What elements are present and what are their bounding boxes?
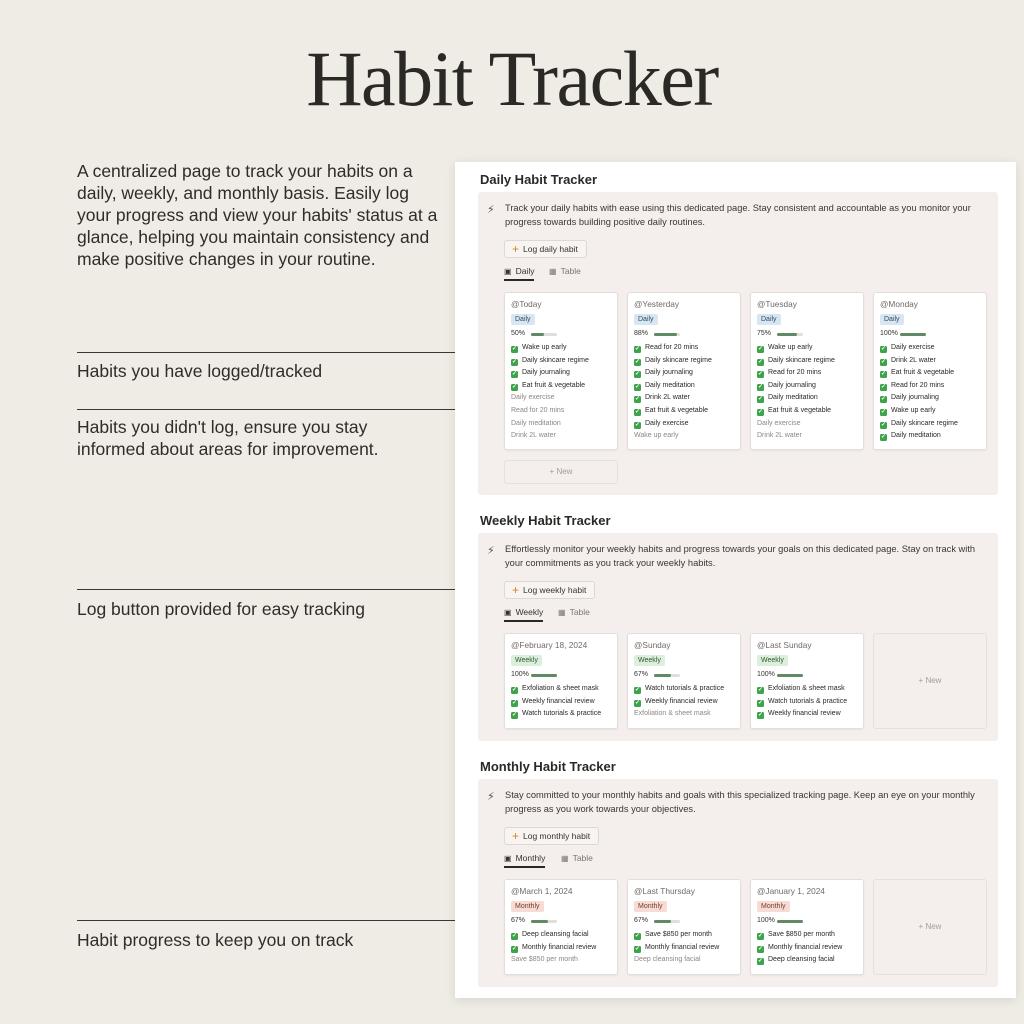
habit-label: Daily exercise: [645, 419, 689, 427]
progress-percent: 100%: [757, 671, 775, 678]
daily-section-title: Daily Habit Tracker: [480, 172, 598, 187]
table-icon: ▦: [561, 854, 569, 863]
checkbox-checked-icon: ✓: [634, 945, 641, 952]
habit-done-item: [511, 355, 614, 368]
habit-label: Watch tutorials & practice: [522, 710, 602, 718]
new-monthly-card-button[interactable]: + New: [873, 879, 987, 975]
frequency-badge: Daily: [634, 314, 658, 325]
progress-bar-fill: [777, 333, 797, 336]
habit-missed-item: Daily exercise: [757, 419, 801, 427]
habit-list: [634, 683, 737, 721]
checkbox-checked-icon: ✓: [757, 699, 764, 706]
habit-missed-item: Read for 20 mins: [511, 406, 565, 414]
checkbox-checked-icon: ✓: [757, 933, 764, 939]
callout-line: [77, 589, 485, 590]
plus-icon: +: [512, 583, 520, 597]
checkbox-checked-icon: ✓: [634, 396, 641, 403]
habit-done-item: [634, 367, 737, 380]
weekly-section: [478, 533, 998, 741]
habit-done-item: [757, 392, 860, 405]
checkbox-checked-icon: ✓: [880, 396, 887, 403]
weekly-section-title: Weekly Habit Tracker: [480, 513, 611, 528]
habit-card[interactable]: [627, 879, 741, 975]
habit-done-item: [634, 418, 737, 431]
progress-bar-fill: [654, 333, 677, 336]
habit-done-item: [880, 355, 983, 368]
habit-label: Exfoliation & sheet mask: [768, 685, 845, 692]
habit-label: Weekly financial review: [768, 710, 841, 718]
progress-percent: 100%: [880, 330, 898, 337]
habit-label: Eat fruit & vegetable: [768, 406, 832, 414]
tab-table[interactable]: ▦ Table: [561, 853, 593, 863]
tab-monthly[interactable]: ▣ Monthly: [504, 853, 545, 868]
tab-daily[interactable]: ▣ Daily: [504, 266, 534, 281]
habit-list: [511, 342, 614, 443]
progress-percent: 67%: [634, 917, 649, 924]
habit-done-item: [880, 367, 983, 380]
habit-list: [511, 929, 614, 967]
callout-line: [77, 920, 485, 921]
habit-label: Monthly financial review: [522, 943, 597, 951]
habit-card[interactable]: [873, 292, 987, 450]
habit-list: [880, 342, 983, 443]
monthly-section-title: Monthly Habit Tracker: [480, 759, 616, 774]
checkbox-checked-icon: ✓: [757, 945, 764, 952]
habit-done-item: [634, 342, 737, 355]
habit-label: Daily meditation: [891, 432, 941, 440]
monthly-section: [478, 779, 998, 987]
habit-label: Wake up early: [891, 406, 936, 414]
habit-missed-item: Exfoliation & sheet mask: [634, 710, 711, 718]
habit-label: Daily exercise: [891, 344, 935, 351]
habit-label: Weekly financial review: [645, 697, 718, 705]
card-date: @Monday: [880, 299, 918, 309]
daily-description: Track your daily habits with ease using this dedicated page. Stay consistent and accountable as you monitor your progress towards building positive daily routines.: [505, 203, 971, 227]
progress-bar: [654, 920, 680, 923]
habit-missed-item: Drink 2L water: [511, 432, 556, 440]
checkbox-checked-icon: ✓: [634, 371, 641, 378]
habit-label: Monthly financial review: [768, 943, 843, 951]
habit-label: Daily journaling: [768, 381, 816, 389]
progress-bar: [900, 333, 926, 336]
new-daily-card-button[interactable]: + New: [504, 460, 618, 484]
progress-percent: 75%: [757, 330, 772, 337]
frequency-badge: Monthly: [511, 901, 544, 912]
habit-done-item: [634, 380, 737, 393]
habit-card[interactable]: [750, 879, 864, 975]
new-weekly-card-button[interactable]: + New: [873, 633, 987, 729]
habit-card[interactable]: [750, 633, 864, 729]
habit-label: Daily journaling: [645, 369, 693, 377]
habit-done-item: [757, 942, 860, 955]
habit-label: Daily journaling: [891, 394, 939, 402]
weekly-description: Effortlessly monitor your weekly habits and progress towards your goals on this dedicated page. Stay on track with your commitments as you track your weekly habits.: [505, 544, 976, 568]
tab-table[interactable]: ▦ Table: [558, 607, 590, 617]
checkbox-checked-icon: ✓: [634, 933, 641, 939]
progress-bar-fill: [654, 674, 671, 677]
habit-label: Deep cleansing facial: [522, 931, 589, 938]
checkbox-checked-icon: ✓: [634, 346, 641, 352]
habit-label: Eat fruit & vegetable: [891, 369, 955, 377]
habit-done-item: [757, 342, 860, 355]
checkbox-checked-icon: ✓: [757, 687, 764, 693]
habit-missed-item: Deep cleansing facial: [634, 956, 701, 964]
progress-bar: [531, 920, 557, 923]
checkbox-checked-icon: ✓: [880, 371, 887, 378]
progress-bar: [777, 920, 803, 923]
habit-done-item: [511, 929, 614, 942]
habit-list: [757, 929, 860, 967]
habit-done-item: [634, 929, 737, 942]
habit-done-item: [757, 929, 860, 942]
progress-percent: 100%: [757, 917, 775, 924]
progress-bar-fill: [531, 674, 557, 677]
board-icon: ▣: [504, 267, 512, 276]
habit-tracker-panel: [455, 162, 1016, 998]
progress-bar: [777, 333, 803, 336]
habit-done-item: [757, 708, 860, 721]
progress-bar: [777, 674, 803, 677]
habit-done-item: [511, 708, 614, 721]
habit-done-item: [880, 405, 983, 418]
card-date: @Tuesday: [757, 299, 797, 309]
lightning-icon: ⚡︎: [487, 204, 495, 216]
habit-done-item: [511, 942, 614, 955]
habit-done-item: [511, 696, 614, 709]
card-date: @March 1, 2024: [511, 886, 573, 896]
habit-done-item: [634, 392, 737, 405]
habit-card[interactable]: [504, 292, 618, 450]
habit-done-item: [511, 380, 614, 393]
frequency-badge: Daily: [880, 314, 904, 325]
checkbox-checked-icon: ✓: [757, 396, 764, 403]
checkbox-checked-icon: ✓: [757, 408, 764, 415]
progress-percent: 67%: [511, 917, 526, 924]
habit-list: [634, 342, 737, 443]
callout-progress: Habit progress to keep you on track: [77, 930, 354, 950]
card-date: @Today: [511, 299, 542, 309]
habit-label: Eat fruit & vegetable: [522, 381, 586, 389]
habit-label: Monthly financial review: [645, 943, 720, 951]
checkbox-checked-icon: ✓: [880, 346, 887, 352]
habit-list: [757, 683, 860, 721]
checkbox-checked-icon: ✓: [634, 383, 641, 390]
habit-label: Daily journaling: [522, 369, 570, 377]
progress-bar: [654, 674, 680, 677]
log-weekly-habit-button[interactable]: + Log weekly habit: [504, 581, 595, 599]
callout-missed: Habits you didn't log, ensure you stay informed about areas for improvement.: [77, 417, 379, 459]
log-monthly-habit-button[interactable]: + Log monthly habit: [504, 827, 599, 845]
habit-done-item: [757, 954, 860, 967]
habit-label: Daily skincare regime: [768, 356, 835, 364]
habit-done-item: [757, 696, 860, 709]
habit-done-item: [757, 683, 860, 696]
habit-done-item: [511, 342, 614, 355]
progress-percent: 50%: [511, 330, 526, 337]
checkbox-checked-icon: ✓: [634, 699, 641, 706]
callout-line: [77, 409, 485, 410]
habit-done-item: [634, 696, 737, 709]
callout-line: [77, 352, 485, 353]
tab-table[interactable]: ▦ Table: [549, 266, 581, 276]
checkbox-checked-icon: ✓: [757, 383, 764, 390]
habit-label: Daily meditation: [645, 381, 695, 389]
checkbox-checked-icon: ✓: [757, 371, 764, 378]
habit-label: Watch tutorials & practice: [645, 685, 725, 692]
habit-done-item: [757, 367, 860, 380]
log-daily-habit-button[interactable]: + Log daily habit: [504, 240, 587, 258]
habit-done-item: [634, 405, 737, 418]
habit-label: Watch tutorials & practice: [768, 697, 848, 705]
habit-done-item: [757, 355, 860, 368]
checkbox-checked-icon: ✓: [511, 933, 518, 939]
frequency-badge: Monthly: [757, 901, 790, 912]
habit-done-item: [880, 418, 983, 431]
progress-bar: [654, 333, 680, 336]
habit-label: Daily skincare regime: [522, 356, 589, 364]
habit-label: Deep cleansing facial: [768, 956, 835, 964]
habit-done-item: [757, 405, 860, 418]
progress-bar-fill: [654, 920, 671, 923]
habit-label: Exfoliation & sheet mask: [522, 685, 599, 692]
habit-missed-item: Wake up early: [634, 432, 679, 440]
progress-bar-fill: [777, 920, 803, 923]
table-icon: ▦: [558, 608, 566, 617]
habit-label: Save $850 per month: [645, 931, 712, 938]
habit-label: Read for 20 mins: [891, 381, 945, 389]
checkbox-checked-icon: ✓: [880, 358, 887, 365]
checkbox-checked-icon: ✓: [880, 421, 887, 428]
habit-card[interactable]: [627, 292, 741, 450]
checkbox-checked-icon: ✓: [757, 712, 764, 719]
checkbox-checked-icon: ✓: [634, 687, 641, 693]
habit-missed-item: Save $850 per month: [511, 956, 578, 964]
progress-percent: 67%: [634, 671, 649, 678]
progress-bar-fill: [900, 333, 926, 336]
progress-bar-fill: [531, 333, 544, 336]
checkbox-checked-icon: ✓: [634, 408, 641, 415]
habit-missed-item: Daily meditation: [511, 419, 561, 427]
habit-label: Daily skincare regime: [891, 419, 958, 427]
progress-bar-fill: [777, 674, 803, 677]
checkbox-checked-icon: ✓: [757, 346, 764, 352]
checkbox-checked-icon: ✓: [880, 434, 887, 441]
intro-text: A centralized page to track your habits on a daily, weekly, and monthly basis. Easily log your progress and view your habits' status at a glance, helping you maintain consistency and make positive changes in your routine.: [77, 161, 438, 269]
habit-done-item: [634, 355, 737, 368]
callout-log-button: Log button provided for easy tracking: [77, 599, 365, 619]
habit-label: Wake up early: [768, 344, 813, 351]
habit-done-item: [634, 683, 737, 696]
checkbox-checked-icon: ✓: [511, 699, 518, 706]
habit-list: [757, 342, 860, 443]
callout-logged: Habits you have logged/tracked: [77, 361, 323, 381]
tab-weekly[interactable]: ▣ Weekly: [504, 607, 543, 622]
habit-card[interactable]: [504, 633, 618, 729]
daily-section: [478, 192, 998, 495]
habit-card[interactable]: [627, 633, 741, 729]
plus-icon: +: [512, 242, 520, 256]
card-date: @January 1, 2024: [757, 886, 825, 896]
progress-bar-fill: [531, 920, 548, 923]
progress-bar: [531, 333, 557, 336]
habit-done-item: [880, 380, 983, 393]
frequency-badge: Weekly: [634, 655, 665, 666]
habit-label: Weekly financial review: [522, 697, 595, 705]
checkbox-checked-icon: ✓: [880, 383, 887, 390]
checkbox-checked-icon: ✓: [511, 346, 518, 352]
habit-list: [634, 929, 737, 967]
checkbox-checked-icon: ✓: [511, 945, 518, 952]
calendar-icon: ▣: [504, 608, 512, 617]
card-date: @February 18, 2024: [511, 640, 588, 650]
card-date: @Last Thursday: [634, 886, 695, 896]
habit-done-item: [634, 942, 737, 955]
habit-label: Read for 20 mins: [768, 369, 822, 377]
checkbox-checked-icon: ✓: [880, 408, 887, 415]
checkbox-checked-icon: ✓: [511, 383, 518, 390]
habit-done-item: [511, 367, 614, 380]
checkbox-checked-icon: ✓: [511, 687, 518, 693]
page-title: Habit Tracker: [306, 35, 718, 122]
habit-card[interactable]: [504, 879, 618, 975]
habit-label: Daily skincare regime: [645, 356, 712, 364]
frequency-badge: Daily: [511, 314, 535, 325]
progress-bar: [531, 674, 557, 677]
monthly-description: Stay committed to your monthly habits and goals with this specialized tracking page. Keep an eye on your monthly progress as you work towards your objectives.: [505, 790, 975, 814]
habit-done-item: [757, 380, 860, 393]
habit-label: Read for 20 mins: [645, 344, 699, 351]
checkbox-checked-icon: ✓: [511, 358, 518, 365]
card-date: @Yesterday: [634, 299, 680, 309]
card-date: @Last Sunday: [757, 640, 812, 650]
checkbox-checked-icon: ✓: [757, 358, 764, 365]
habit-card[interactable]: [750, 292, 864, 450]
frequency-badge: Weekly: [757, 655, 788, 666]
plus-icon: +: [512, 829, 520, 843]
habit-label: Save $850 per month: [768, 931, 835, 938]
lightning-icon: ⚡︎: [487, 791, 495, 803]
habit-label: Daily meditation: [768, 394, 818, 402]
frequency-badge: Monthly: [634, 901, 667, 912]
habit-done-item: [511, 683, 614, 696]
habit-missed-item: Drink 2L water: [757, 432, 802, 440]
checkbox-checked-icon: ✓: [634, 421, 641, 428]
table-icon: ▦: [549, 267, 557, 276]
lightning-icon: ⚡︎: [487, 545, 495, 557]
calendar-icon: ▣: [504, 854, 512, 863]
frequency-badge: Daily: [757, 314, 781, 325]
checkbox-checked-icon: ✓: [634, 358, 641, 365]
progress-percent: 100%: [511, 671, 529, 678]
habit-label: Wake up early: [522, 344, 567, 351]
checkbox-checked-icon: ✓: [511, 712, 518, 719]
frequency-badge: Weekly: [511, 655, 542, 666]
checkbox-checked-icon: ✓: [757, 958, 764, 965]
habit-done-item: [880, 392, 983, 405]
progress-percent: 88%: [634, 330, 649, 337]
checkbox-checked-icon: ✓: [511, 371, 518, 378]
habit-missed-item: Daily exercise: [511, 394, 555, 402]
card-date: @Sunday: [634, 640, 671, 650]
habit-done-item: [880, 342, 983, 355]
habit-label: Eat fruit & vegetable: [645, 406, 709, 414]
habit-done-item: [880, 430, 983, 443]
habit-label: Drink 2L water: [645, 394, 690, 402]
habit-label: Drink 2L water: [891, 356, 936, 364]
habit-list: [511, 683, 614, 721]
